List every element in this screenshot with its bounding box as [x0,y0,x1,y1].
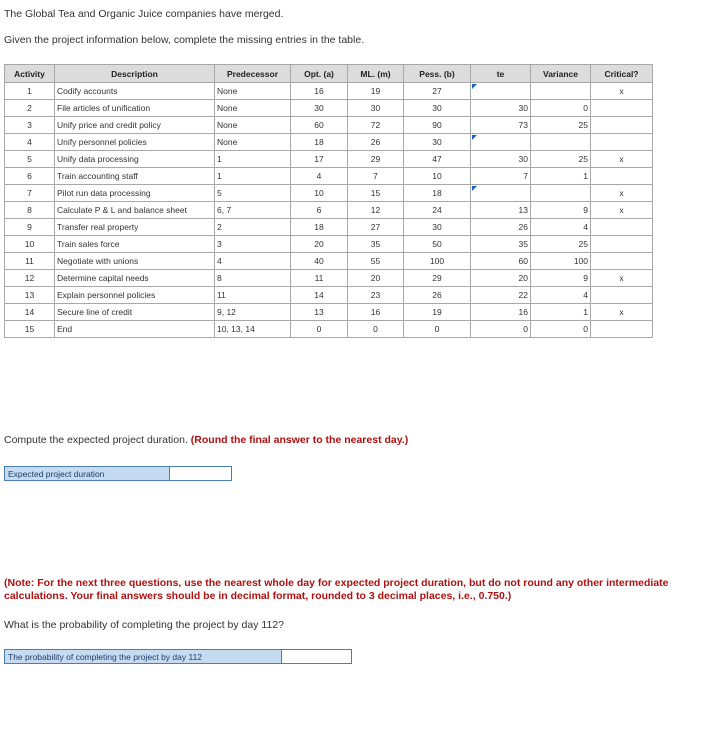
table-row [5,168,653,185]
cell-description: Secure line of credit [55,304,215,321]
cell-optimistic: 4 [291,168,348,185]
cell-te[interactable] [471,83,531,100]
cell-description: End [55,321,215,338]
cell-pessimistic: 30 [404,100,471,117]
cell-critical[interactable] [591,287,653,304]
cell-activity: 7 [5,185,55,202]
header-te: te [471,65,531,83]
cell-most-likely: 72 [348,117,404,134]
cell-critical[interactable]: x [591,151,653,168]
cell-description: Unify personnel policies [55,134,215,151]
cell-te[interactable]: 73 [471,117,531,134]
cell-critical[interactable]: x [591,83,653,100]
cell-activity: 3 [5,117,55,134]
table-row [5,236,653,253]
question-expected-duration [4,434,408,446]
cell-predecessor: 10, 13, 14 [215,321,291,338]
cell-variance[interactable]: 1 [531,168,591,185]
probability-label: The probability of completing the project by day 112 [4,649,282,664]
header-pessimistic: Pess. (b) [404,65,471,83]
table-body [5,83,653,338]
cell-critical[interactable] [591,117,653,134]
cell-description: Negotiate with unions [55,253,215,270]
cell-te[interactable]: 16 [471,304,531,321]
cell-optimistic: 18 [291,134,348,151]
cell-te[interactable]: 30 [471,100,531,117]
cell-critical[interactable]: x [591,202,653,219]
cell-te[interactable]: 22 [471,287,531,304]
cell-activity: 6 [5,168,55,185]
header-critical: Critical? [591,65,653,83]
cell-variance[interactable]: 100 [531,253,591,270]
cell-optimistic: 0 [291,321,348,338]
cell-most-likely: 26 [348,134,404,151]
cell-predecessor: None [215,83,291,100]
header-optimistic: Opt. (a) [291,65,348,83]
table-row [5,100,653,117]
question-expected-duration-text: Compute the expected project duration. [4,434,188,446]
cell-te[interactable]: 7 [471,168,531,185]
cell-description: Train sales force [55,236,215,253]
header-predecessor: Predecessor [215,65,291,83]
cell-te[interactable]: 60 [471,253,531,270]
cell-optimistic: 20 [291,236,348,253]
cell-pessimistic: 30 [404,134,471,151]
cell-pessimistic: 19 [404,304,471,321]
cell-optimistic: 40 [291,253,348,270]
cell-critical[interactable] [591,168,653,185]
cell-critical[interactable] [591,321,653,338]
cell-predecessor: 5 [215,185,291,202]
expected-duration-answer-row [4,466,232,481]
cell-most-likely: 30 [348,100,404,117]
cell-te[interactable] [471,134,531,151]
cell-pessimistic: 27 [404,83,471,100]
cell-description: Codify accounts [55,83,215,100]
intro-instructions-text: Given the project information below, complete the missing entries in the table. [4,34,365,46]
cell-predecessor: 4 [215,253,291,270]
cell-description: Explain personnel policies [55,287,215,304]
probability-input[interactable] [282,649,352,664]
header-activity: Activity [5,65,55,83]
cell-pessimistic: 26 [404,287,471,304]
cell-most-likely: 29 [348,151,404,168]
cell-optimistic: 16 [291,83,348,100]
cell-predecessor: 9, 12 [215,304,291,321]
cell-pessimistic: 90 [404,117,471,134]
cell-te[interactable]: 0 [471,321,531,338]
cell-most-likely: 7 [348,168,404,185]
cell-critical[interactable] [591,219,653,236]
cell-description: Train accounting staff [55,168,215,185]
cell-predecessor: None [215,134,291,151]
cell-description: File articles of unification [55,100,215,117]
cell-activity: 8 [5,202,55,219]
cell-variance[interactable]: 9 [531,270,591,287]
cell-activity: 10 [5,236,55,253]
project-activity-table [4,64,653,338]
cell-activity: 14 [5,304,55,321]
cell-optimistic: 17 [291,151,348,168]
cell-most-likely: 16 [348,304,404,321]
cell-pessimistic: 18 [404,185,471,202]
table-row [5,151,653,168]
cell-optimistic: 14 [291,287,348,304]
table-header-row [5,65,653,83]
cell-predecessor: 1 [215,168,291,185]
cell-most-likely: 27 [348,219,404,236]
cell-optimistic: 30 [291,100,348,117]
cell-optimistic: 18 [291,219,348,236]
cell-predecessor: 1 [215,151,291,168]
table-row [5,304,653,321]
header-description: Description [55,65,215,83]
cell-activity: 13 [5,287,55,304]
cell-critical[interactable]: x [591,185,653,202]
cell-variance[interactable]: 0 [531,321,591,338]
table-row [5,202,653,219]
cell-description: Determine capital needs [55,270,215,287]
cell-predecessor: None [215,100,291,117]
cell-pessimistic: 30 [404,219,471,236]
cell-optimistic: 60 [291,117,348,134]
table-row [5,219,653,236]
cell-activity: 4 [5,134,55,151]
cell-most-likely: 55 [348,253,404,270]
cell-critical[interactable] [591,134,653,151]
table-row [5,134,653,151]
cell-variance[interactable]: 25 [531,117,591,134]
cell-te[interactable]: 13 [471,202,531,219]
cell-description: Transfer real property [55,219,215,236]
cell-predecessor: 3 [215,236,291,253]
table-row [5,185,653,202]
cell-predecessor: 8 [215,270,291,287]
cell-variance[interactable]: 25 [531,236,591,253]
cell-pessimistic: 10 [404,168,471,185]
cell-te[interactable]: 35 [471,236,531,253]
cell-te[interactable]: 30 [471,151,531,168]
cell-variance[interactable]: 1 [531,304,591,321]
cell-critical[interactable]: x [591,270,653,287]
cell-description: Unify price and credit policy [55,117,215,134]
cell-predecessor: 6, 7 [215,202,291,219]
cell-activity: 11 [5,253,55,270]
cell-activity: 12 [5,270,55,287]
cell-variance[interactable] [531,83,591,100]
cell-activity: 15 [5,321,55,338]
question-probability-text: What is the probability of completing the project by day 112? [4,619,284,631]
cell-critical[interactable] [591,100,653,117]
table-row [5,287,653,304]
cell-predecessor: 2 [215,219,291,236]
cell-most-likely: 20 [348,270,404,287]
cell-critical[interactable]: x [591,304,653,321]
cell-te[interactable] [471,185,531,202]
cell-activity: 1 [5,83,55,100]
cell-te[interactable]: 26 [471,219,531,236]
cell-most-likely: 19 [348,83,404,100]
cell-pessimistic: 24 [404,202,471,219]
cell-variance[interactable]: 9 [531,202,591,219]
cell-description: Pilot run data processing [55,185,215,202]
table-row [5,83,653,100]
cell-most-likely: 23 [348,287,404,304]
cell-pessimistic: 100 [404,253,471,270]
cell-pessimistic: 29 [404,270,471,287]
intro-merger-text: The Global Tea and Organic Juice companies have merged. [4,8,284,20]
cell-activity: 9 [5,219,55,236]
cell-most-likely: 0 [348,321,404,338]
table-row [5,117,653,134]
cell-optimistic: 10 [291,185,348,202]
cell-description: Calculate P & L and balance sheet [55,202,215,219]
cell-optimistic: 6 [291,202,348,219]
table-row [5,321,653,338]
cell-pessimistic: 0 [404,321,471,338]
cell-variance[interactable]: 25 [531,151,591,168]
cell-critical[interactable] [591,253,653,270]
question-rounding-instruction: (Round the final answer to the nearest day.) [190,434,409,446]
expected-duration-label: Expected project duration [4,466,170,481]
cell-activity: 5 [5,151,55,168]
header-most-likely: ML. (m) [348,65,404,83]
cell-te[interactable]: 20 [471,270,531,287]
cell-pessimistic: 47 [404,151,471,168]
expected-duration-input[interactable] [170,466,232,481]
cell-most-likely: 35 [348,236,404,253]
table-row [5,270,653,287]
cell-description: Unify data processing [55,151,215,168]
cell-predecessor: 11 [215,287,291,304]
rounding-note: (Note: For the next three questions, use the nearest whole day for expected project duration, but do not round any other intermediate calculations. Your final answers should be in decimal format, rounded to 3 decimal places, i.e., 0.750.) [4,577,669,602]
cell-pessimistic: 50 [404,236,471,253]
cell-variance[interactable] [531,185,591,202]
cell-activity: 2 [5,100,55,117]
cell-variance[interactable]: 4 [531,219,591,236]
table-row [5,253,653,270]
cell-critical[interactable] [591,236,653,253]
header-variance: Variance [531,65,591,83]
cell-variance[interactable] [531,134,591,151]
probability-answer-row [4,649,352,664]
cell-predecessor: None [215,117,291,134]
cell-variance[interactable]: 0 [531,100,591,117]
cell-optimistic: 13 [291,304,348,321]
cell-variance[interactable]: 4 [531,287,591,304]
cell-most-likely: 15 [348,185,404,202]
cell-most-likely: 12 [348,202,404,219]
cell-optimistic: 11 [291,270,348,287]
